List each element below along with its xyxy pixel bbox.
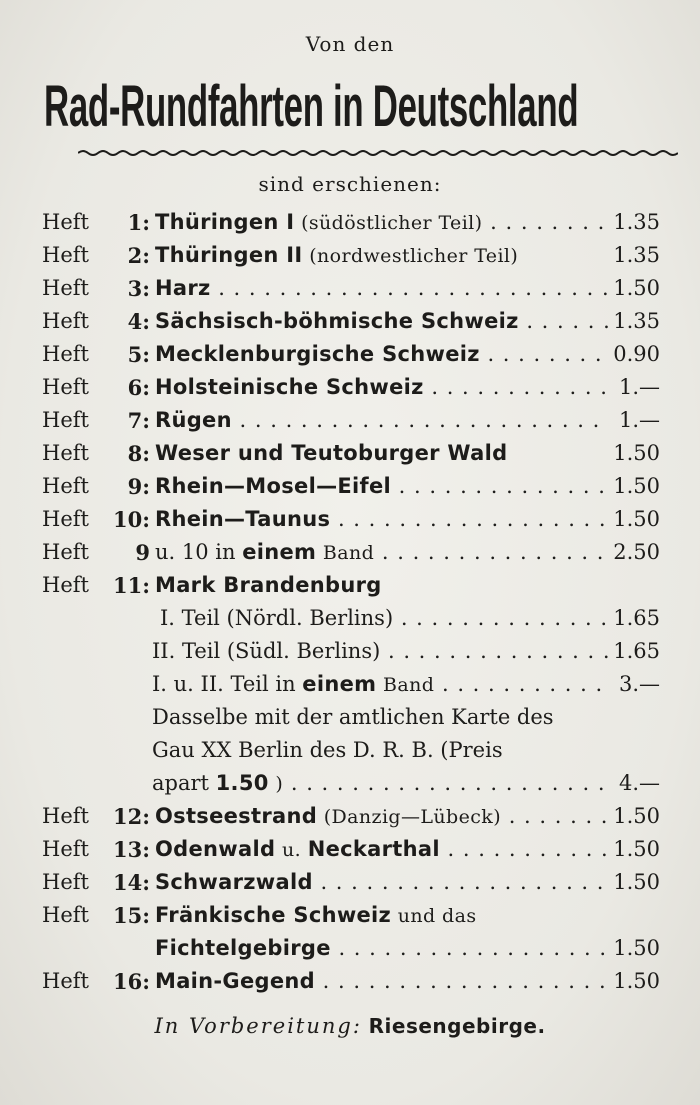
entry-extra: ) — [275, 773, 284, 795]
intro-text: Von den — [305, 32, 395, 56]
entry-price: 1.50 — [613, 870, 660, 894]
heft-label: Heft — [42, 969, 89, 993]
subtitle-text: sind erschienen: — [258, 172, 442, 196]
entry-row — [0, 932, 700, 965]
footer — [0, 1014, 700, 1038]
entry-price: 1.65 — [613, 606, 660, 630]
heft-number: 12: — [113, 804, 150, 829]
entry-title: Main-Gegend — [155, 969, 315, 993]
entry-row — [0, 536, 700, 569]
entry-price: 2.50 — [613, 540, 660, 564]
entry-extra: und das — [397, 905, 477, 927]
heft-number: 2: — [127, 243, 150, 268]
heft-number: 4: — [127, 309, 150, 334]
heft-label: Heft — [42, 903, 89, 927]
entry-row — [0, 866, 700, 899]
entry-title: Mark Brandenburg — [155, 573, 382, 597]
entry-price: 1.50 — [613, 936, 660, 960]
entry-row — [0, 404, 700, 437]
heft-label: Heft — [42, 309, 89, 333]
entry-price: 3.— — [618, 672, 660, 696]
entry-prefix: Dasselbe mit der amtlichen Karte des — [152, 705, 554, 729]
heft-number: 13: — [113, 837, 150, 862]
entry-title: Rhein—Taunus — [155, 507, 331, 531]
entry-title: einem — [302, 672, 377, 696]
entry-extra: (Danzig—Lübeck) — [323, 806, 502, 828]
entry-row — [0, 503, 700, 536]
entry-title: Sächsisch-böhmische Schweiz — [155, 309, 519, 333]
heft-label: Heft — [42, 804, 89, 828]
entry-row — [0, 734, 700, 767]
entry-text — [152, 668, 610, 702]
entry-text — [155, 899, 610, 933]
entry-text — [155, 272, 610, 305]
entry-row — [0, 338, 700, 371]
entry-title: Thüringen II — [155, 243, 303, 267]
entry-text — [155, 338, 610, 371]
entry-row — [0, 833, 700, 866]
entry-prefix: apart — [152, 771, 216, 795]
entry-row — [0, 470, 700, 503]
entry-row — [0, 371, 700, 404]
heft-number: 16: — [113, 969, 150, 994]
entry-row — [0, 701, 700, 734]
heft-label: Heft — [42, 474, 89, 498]
heft-label: Heft — [42, 408, 89, 432]
heft-number: 9 — [135, 540, 150, 565]
heft-label: Heft — [42, 441, 89, 465]
entry-extra: Band — [322, 542, 375, 564]
entry-title: Thüringen I — [155, 210, 295, 234]
entry-price: 1.50 — [613, 441, 660, 465]
heft-number: 1: — [127, 210, 150, 235]
entry-title: Schwarzwald — [155, 870, 313, 894]
footer-value: Riesengebirge. — [368, 1014, 546, 1038]
heft-label: Heft — [42, 507, 89, 531]
heft-label: Heft — [42, 243, 89, 267]
heft-label: Heft — [42, 573, 89, 597]
entry-title: Mecklenburgische Schweiz — [155, 342, 480, 366]
entry-text — [155, 206, 610, 240]
entry-text — [160, 602, 610, 635]
entry-text — [155, 437, 610, 470]
entry-price: 1.50 — [613, 804, 660, 828]
entry-prefix: II. Teil (Südl. Berlins) — [152, 639, 381, 663]
entry-title: Fränkische Schweiz — [155, 903, 392, 927]
entry-extra: (südöstlicher Teil) — [301, 212, 483, 234]
entry-price: 1.65 — [613, 639, 660, 663]
heft-number: 8: — [127, 441, 150, 466]
entry-text — [152, 767, 610, 801]
entry-price: 1.50 — [613, 474, 660, 498]
heft-label: Heft — [42, 375, 89, 399]
entry-text — [155, 239, 610, 273]
heft-label: Heft — [42, 342, 89, 366]
heft-label: Heft — [42, 540, 89, 564]
entry-title: Rügen — [155, 408, 232, 432]
entry-title: einem — [242, 540, 317, 564]
entry-row — [0, 272, 700, 305]
entry-prefix: Gau XX Berlin des D. R. B. (Preis — [152, 738, 503, 762]
entry-text — [155, 536, 610, 570]
entry-extra: (nordwestlicher Teil) — [309, 245, 519, 267]
entry-title: Harz — [155, 276, 211, 300]
entry-row — [0, 965, 700, 998]
entry-row — [0, 767, 700, 800]
entry-price: 1.50 — [613, 507, 660, 531]
entry-price: 1.35 — [613, 210, 660, 234]
heft-number: 3: — [127, 276, 150, 301]
heft-number: 10: — [113, 507, 150, 532]
entry-row — [0, 437, 700, 470]
entry-text — [155, 965, 610, 998]
heft-number: 6: — [127, 375, 150, 400]
entry-price: 1.50 — [613, 969, 660, 993]
entry-text — [152, 701, 610, 734]
entry-title-2: Neckarthal — [307, 837, 440, 861]
wavy-rule — [78, 148, 678, 158]
entry-row — [0, 602, 700, 635]
entry-text — [155, 503, 610, 536]
entry-price: 1.— — [618, 375, 660, 399]
entry-title: Rhein—Mosel—Eifel — [155, 474, 391, 498]
entry-row — [0, 635, 700, 668]
entry-row — [0, 899, 700, 932]
heft-number: 15: — [113, 903, 150, 928]
entry-text — [155, 305, 610, 338]
entry-price: 1.35 — [613, 243, 660, 267]
entry-text — [155, 833, 610, 867]
entry-title: 1.50 — [215, 771, 269, 795]
entry-text — [155, 569, 610, 602]
heft-number: 5: — [127, 342, 150, 367]
entry-price: 0.90 — [613, 342, 660, 366]
heft-number: 14: — [113, 870, 150, 895]
heft-label: Heft — [42, 210, 89, 234]
entry-title: Weser und Teutoburger Wald — [155, 441, 508, 465]
entry-text — [155, 932, 610, 965]
heft-number: 7: — [127, 408, 150, 433]
entry-price: 4.— — [618, 771, 660, 795]
entry-text — [155, 800, 610, 834]
entry-title: Holsteinische Schweiz — [155, 375, 424, 399]
entry-text — [152, 635, 610, 668]
entry-row — [0, 569, 700, 602]
entry-row — [0, 206, 700, 239]
heft-label: Heft — [42, 870, 89, 894]
entry-text — [155, 470, 610, 503]
entry-extra: u. — [281, 839, 302, 861]
entry-title: Fichtelgebirge — [155, 936, 331, 960]
entry-text — [155, 371, 610, 404]
entry-row — [0, 800, 700, 833]
entry-row — [0, 668, 700, 701]
entry-title: Odenwald — [155, 837, 276, 861]
heft-number: 11: — [113, 573, 150, 598]
heft-label: Heft — [42, 837, 89, 861]
entry-text — [155, 866, 610, 899]
entry-prefix: u. 10 in — [155, 540, 243, 564]
document-title: Rad-Rundfahrten in Deutschland — [44, 74, 579, 139]
entry-title: Ostseestrand — [155, 804, 318, 828]
entry-row — [0, 239, 700, 272]
entry-prefix: I. Teil (Nördl. Berlins) — [160, 606, 394, 630]
entry-text — [152, 734, 610, 767]
entry-row — [0, 305, 700, 338]
entry-prefix: I. u. II. Teil in — [152, 672, 303, 696]
entry-price: 1.50 — [613, 837, 660, 861]
footer-label: In Vorbereitung: — [154, 1014, 362, 1038]
heft-label: Heft — [42, 276, 89, 300]
entry-price: 1.50 — [613, 276, 660, 300]
entry-extra: Band — [383, 674, 435, 696]
entry-text — [155, 404, 610, 437]
heft-number: 9: — [127, 474, 150, 499]
entry-price: 1.— — [618, 408, 660, 432]
entry-price: 1.35 — [613, 309, 660, 333]
